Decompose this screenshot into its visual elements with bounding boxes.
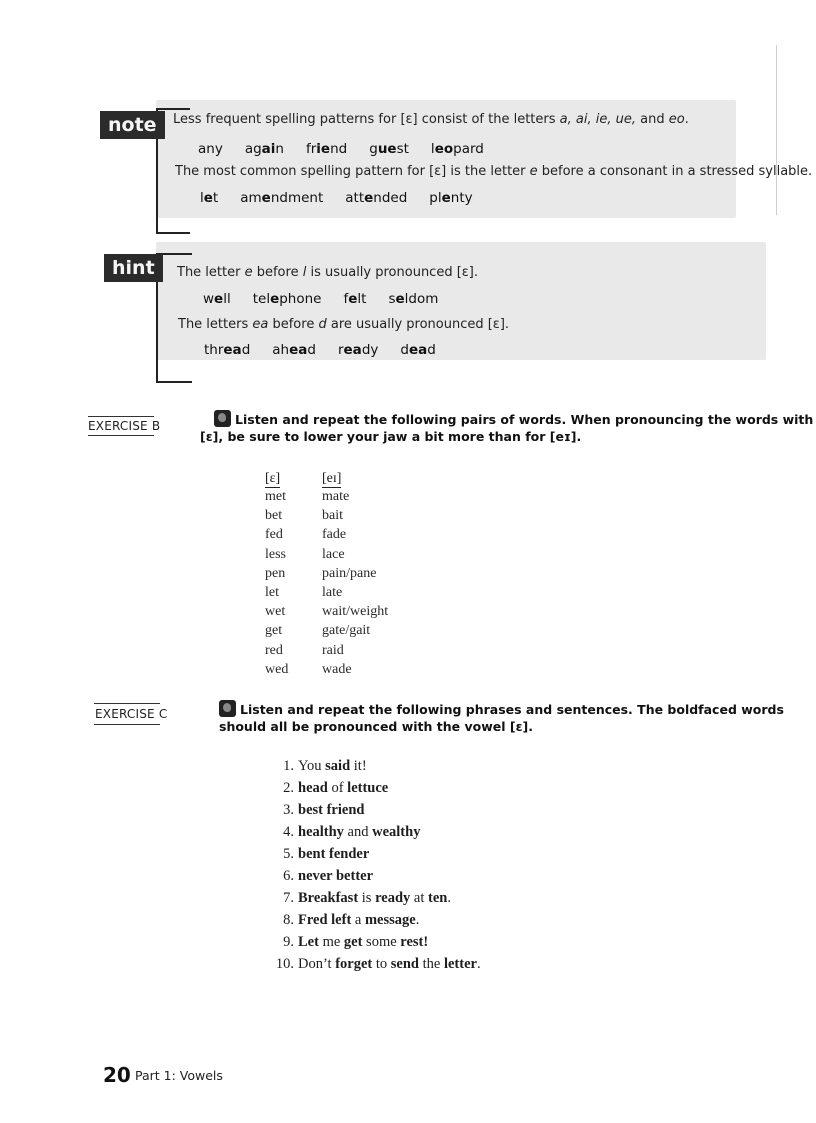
page-number: 20: [103, 1063, 131, 1087]
hint-line-1-l: l: [302, 265, 307, 280]
note-examples-1: [198, 141, 506, 157]
word-e: red: [265, 642, 283, 658]
sentence-number: 1.: [283, 758, 294, 774]
hint-line-2-text: The letters: [178, 317, 253, 332]
sentence-item: 2. head of lettuce: [272, 777, 592, 799]
exercise-b-col1-head: [265, 471, 280, 487]
example-word: seldom: [388, 291, 439, 307]
word-ei: wade: [322, 661, 352, 677]
example-word: telephone: [252, 291, 322, 307]
hint-line-1-e: e: [244, 265, 253, 280]
sentence-item: 5. bent fender: [272, 843, 592, 865]
note-line-2-e: e: [529, 164, 538, 179]
word-ei: gate/gait: [322, 623, 371, 639]
exercise-b-rule-top: [88, 416, 154, 417]
hint-line-2: [178, 317, 509, 332]
hint-line-1-mid: before: [252, 265, 303, 280]
headphones-icon: [214, 410, 231, 427]
note-line-2: [175, 164, 812, 179]
exercise-b-word-pairs: [265, 487, 465, 679]
word-e: wed: [265, 661, 289, 677]
example-word: ahead: [272, 342, 316, 358]
exercise-b-col2-head: [322, 471, 341, 487]
sentence-number: 8.: [283, 912, 294, 928]
sentence-item: 10. Don’t forget to send the letter.: [272, 953, 592, 975]
exercise-c-instruction: [219, 700, 784, 735]
sentence-item: 9. Let me get some rest!: [272, 931, 592, 953]
word-ei: bait: [322, 508, 343, 524]
sentence-number: 7.: [283, 890, 294, 906]
sentence-number: 10.: [275, 956, 294, 972]
word-e: pen: [265, 565, 286, 581]
example-word: any: [198, 141, 223, 157]
word-pair-row: [265, 545, 465, 564]
sentence-number: 5.: [283, 846, 294, 862]
note-examples-2: [200, 190, 495, 206]
example-word: amendment: [240, 190, 324, 206]
running-footer: Part 1: Vowels: [135, 1068, 223, 1083]
exercise-b-label: EXERCISE B: [88, 419, 161, 433]
note-line-1: [173, 112, 689, 127]
exercise-c-instruction-line1: Listen and repeat the following phrases and sentences. The boldfaced words: [240, 702, 784, 717]
example-word: attended: [345, 190, 408, 206]
word-e: wet: [265, 604, 286, 620]
word-ei: mate: [322, 489, 350, 504]
sentence-item: 4. healthy and wealthy: [272, 821, 592, 843]
example-word: dead: [400, 342, 436, 358]
example-word: let: [200, 190, 219, 206]
exercise-c-rule-bottom: [94, 724, 160, 725]
word-pair-row: [265, 583, 465, 602]
word-e: get: [265, 623, 283, 639]
sentence-item: 8. Fred left a message.: [272, 909, 592, 931]
note-line-1-eo: eo: [668, 112, 685, 127]
exercise-b-instruction-line1: Listen and repeat the following pairs of words. When pronouncing the words with: [235, 412, 814, 427]
exercise-b-rule-bottom: [88, 435, 154, 436]
exercise-c-rule-top: [94, 703, 160, 704]
sentence-item: 6. never better: [272, 865, 592, 887]
word-e: let: [265, 584, 279, 600]
hint-tag: hint: [104, 254, 163, 282]
word-pair-row: [265, 525, 465, 544]
sentence-item: 3. best friend: [272, 799, 592, 821]
example-word: friend: [305, 141, 348, 157]
word-ei: wait/weight: [322, 604, 389, 620]
col1-head-text: [ɛ]: [265, 471, 281, 486]
word-e: fed: [265, 527, 283, 543]
hint-line-2-mid: before: [268, 317, 319, 332]
word-ei: raid: [322, 642, 344, 658]
exercise-b-instruction: [200, 410, 814, 445]
col2-head-text: [eɪ]: [322, 471, 342, 486]
exercise-c-label: EXERCISE C: [95, 707, 168, 721]
example-word: felt: [343, 291, 367, 307]
margin-rule: [776, 45, 777, 215]
example-word: well: [203, 291, 231, 307]
exercise-b-instruction-line2: [ɛ], be sure to lower your jaw a bit more than for [eɪ].: [200, 429, 582, 444]
word-ei: lace: [322, 546, 345, 562]
exercise-c-instruction-line2: should all be pronounced with the vowel [ɛ].: [219, 719, 534, 734]
word-pair-row: [265, 506, 465, 525]
word-pair-row: [265, 641, 465, 660]
hint-line-1-end: is usually pronounced [ɛ].: [306, 265, 479, 280]
example-word: ready: [337, 342, 379, 358]
note-line-1-text: Less frequent spelling patterns for [ɛ] consist of the letters: [173, 112, 560, 127]
hint-line-1: [177, 265, 478, 280]
sentence-item: 1. You said it!: [272, 755, 592, 777]
word-ei: late: [322, 584, 343, 600]
hint-line-2-ea: ea: [252, 317, 269, 332]
hint-line-2-end: are usually pronounced [ɛ].: [326, 317, 510, 332]
word-pair-row: [265, 487, 465, 506]
sentence-number: 6.: [283, 868, 294, 884]
note-line-1-and: and: [635, 112, 669, 127]
note-line-1-letters: a, ai, ie, ue,: [559, 112, 636, 127]
note-line-1-end: .: [684, 112, 689, 127]
word-pair-row: [265, 564, 465, 583]
word-ei: fade: [322, 527, 347, 543]
note-line-2-text: The most common spelling pattern for [ɛ] is the letter: [175, 164, 530, 179]
example-word: again: [244, 141, 284, 157]
example-word: thread: [204, 342, 251, 358]
word-e: less: [265, 546, 286, 562]
note-line-2-end: before a consonant in a stressed syllable.: [537, 164, 813, 179]
sentence-number: 3.: [283, 802, 294, 818]
word-e: bet: [265, 508, 283, 524]
example-word: plenty: [429, 190, 473, 206]
word-pair-row: [265, 660, 465, 679]
word-e: met: [265, 489, 286, 504]
sentence-number: 4.: [283, 824, 294, 840]
headphones-icon: [219, 700, 236, 717]
sentence-item: 7. Breakfast is ready at ten.: [272, 887, 592, 909]
sentence-number: 9.: [283, 934, 294, 950]
word-pair-row: [265, 602, 465, 621]
word-pair-row: [265, 621, 465, 640]
example-word: leopard: [430, 141, 484, 157]
note-tag: note: [100, 111, 165, 139]
word-ei: pain/pane: [322, 565, 377, 581]
exercise-c-sentences: [272, 755, 592, 975]
example-word: guest: [369, 141, 409, 157]
sentence-number: 2.: [283, 780, 294, 796]
hint-line-2-d: d: [318, 317, 327, 332]
hint-examples-2: [204, 342, 458, 358]
hint-examples-1: [203, 291, 460, 307]
hint-line-1-text: The letter: [177, 265, 245, 280]
